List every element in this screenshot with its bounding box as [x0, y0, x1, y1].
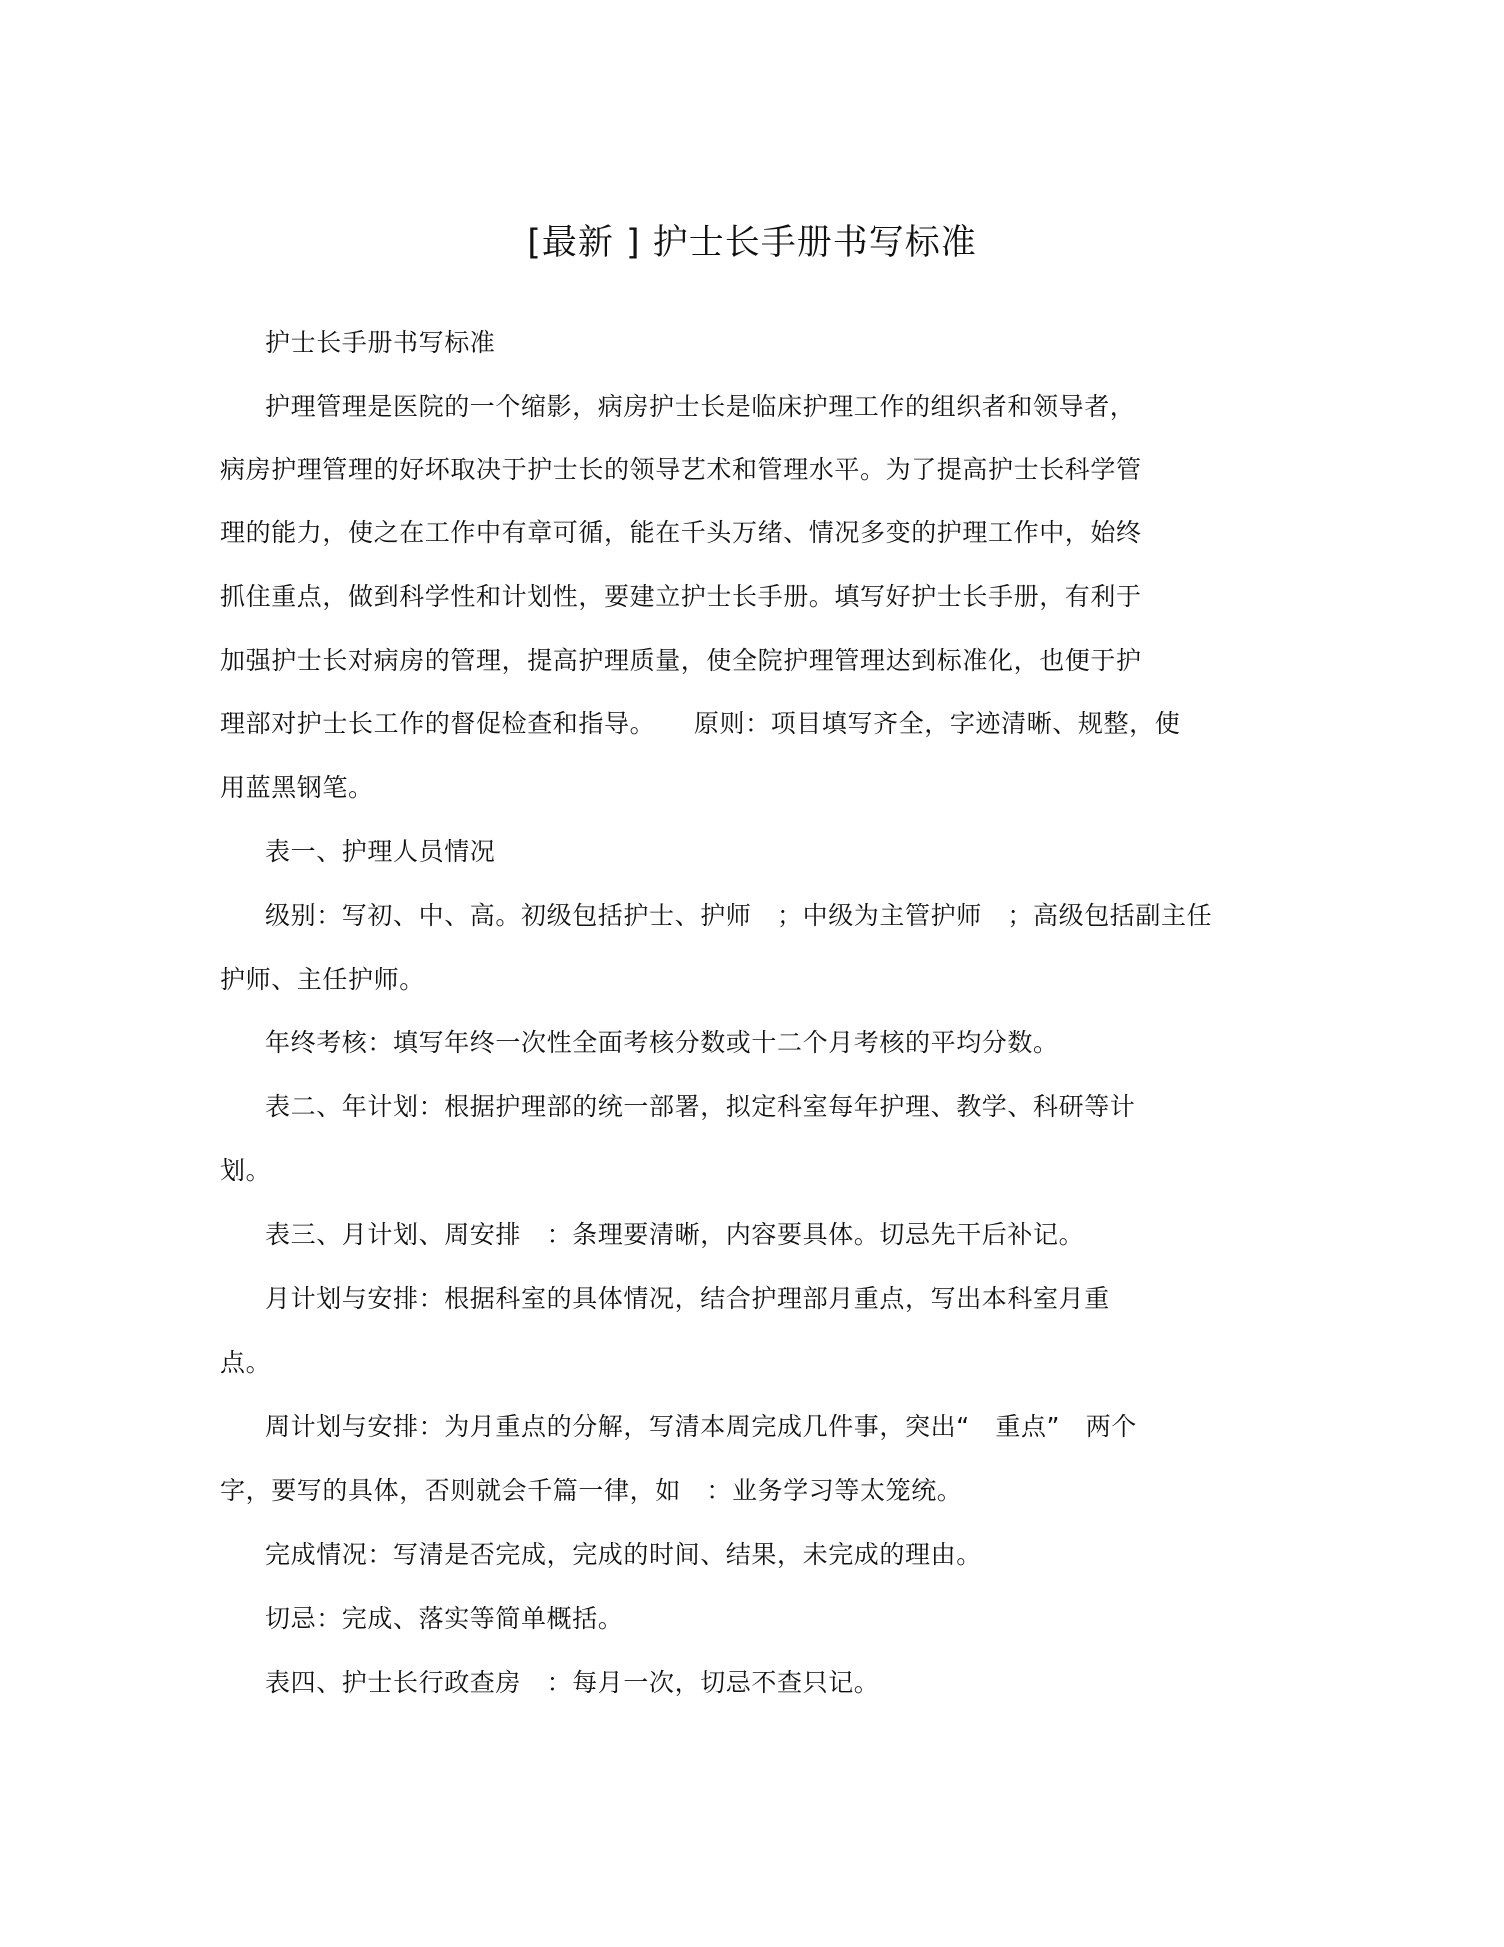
paragraph-line: 护师、主任护师。 [220, 965, 425, 994]
paragraph-line: 理部对护士长工作的督促检查和指导。 原则：项目填写齐全，字迹清晰、规整，使 [220, 709, 1181, 738]
paragraph-line: 病房护理管理的好坏取决于护士长的领导艺术和管理水平。为了提高护士长科学管 [220, 455, 1142, 484]
paragraph-line: 表三、月计划、周安排 ：条理要清晰，内容要具体。切忌先干后补记。 [265, 1220, 1085, 1249]
paragraph-line: 月计划与安排：根据科室的具体情况，结合护理部月重点，写出本科室月重 [265, 1284, 1110, 1313]
paragraph-line: 抓住重点，做到科学性和计划性，要建立护士长手册。填写好护士长手册，有利于 [220, 582, 1142, 611]
paragraph-line: 理的能力，使之在工作中有章可循，能在千头万绪、情况多变的护理工作中，始终 [220, 518, 1142, 547]
paragraph-line: 划。 [220, 1156, 272, 1185]
paragraph-line: 周计划与安排：为月重点的分解，写清本周完成几件事，突出“ 重点” 两个 [265, 1412, 1137, 1441]
section-heading: 表一、护理人员情况 [265, 837, 496, 866]
paragraph-line: 完成情况：写清是否完成，完成的时间、结果，未完成的理由。 [265, 1540, 982, 1569]
paragraph-line: 加强护士长对病房的管理，提高护理质量，使全院护理管理达到标准化，也便于护 [220, 646, 1142, 675]
document-title: [最新 ] 护士长手册书写标准 [527, 223, 977, 263]
subtitle-line: 护士长手册书写标准 [265, 328, 496, 357]
paragraph-line: 点。 [220, 1348, 272, 1377]
paragraph-line: 表四、护士长行政查房 ：每月一次，切忌不查只记。 [265, 1668, 880, 1697]
paragraph-line: 用蓝黑钢笔。 [220, 773, 374, 802]
paragraph-line: 字，要写的具体，否则就会千篇一律，如 ：业务学习等太笼统。 [220, 1476, 963, 1505]
paragraph-line: 切忌：完成、落实等简单概括。 [265, 1604, 624, 1633]
paragraph-line: 护理管理是医院的一个缩影，病房护士长是临床护理工作的组织者和领导者， [265, 392, 1136, 421]
paragraph-line: 年终考核：填写年终一次性全面考核分数或十二个月考核的平均分数。 [265, 1028, 1059, 1057]
paragraph-line: 表二、年计划：根据护理部的统一部署，拟定科室每年护理、教学、科研等计 [265, 1092, 1136, 1121]
paragraph-line: 级别：写初、中、高。初级包括护士、护师 ；中级为主管护师 ；高级包括副主任 [265, 901, 1213, 930]
